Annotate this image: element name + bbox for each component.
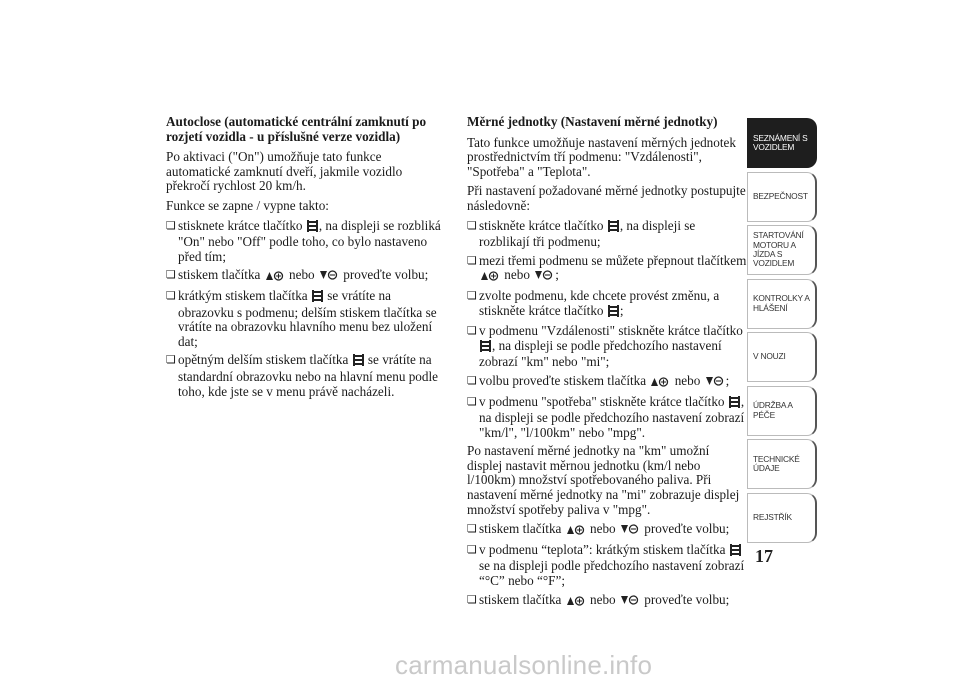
list-item: ❏ stisknete krátce tlačítko , na displeji se rozbliká "On" nebo "Off" podle toho, co bylo nastaveno před tím;	[166, 219, 448, 265]
list-item: ❏ stiskněte krátce tlačítko , na displeji se rozblikají tři podmenu;	[467, 219, 747, 250]
chapter-tabs	[747, 118, 817, 546]
autoclose-how: Funkce se zapne / vypne takto:	[166, 197, 329, 213]
list-item: ❏ v podmenu “teplota”: krátkým stiskem tlačítka se na displeji podle předchozího nastavení zobrazí “°C” nebo “°F”;	[467, 543, 747, 589]
units-steps-2	[467, 522, 747, 609]
page-number: 17	[755, 546, 773, 566]
units-steps	[467, 219, 747, 441]
tab-bezpecnost[interactable]: BEZPEČNOST	[747, 172, 817, 222]
autoclose-heading: Autoclose (automatické centrální zamknutí po rozjetí vozidla - u příslušné verze vozidla)	[166, 114, 427, 144]
tab-startovani[interactable]: STARTOVÁNÍ MOTORU A JÍZDA S VOZIDLEM	[747, 225, 817, 275]
up-button-icon	[265, 268, 285, 285]
up-button-icon	[566, 522, 586, 539]
down-button-icon	[705, 374, 725, 391]
down-button-icon	[620, 593, 640, 610]
list-item: ❏ zvolte podmenu, kde chcete provést změnu, a stiskněte krátce tlačítko ;	[467, 289, 747, 320]
right-column	[467, 115, 747, 613]
tab-technicke[interactable]: TECHNICKÉ ÚDAJE	[747, 439, 817, 489]
autoclose-intro: Po aktivaci ("On") umožňuje tato funkce automatické zamknutí dveří, jakmile vozidlo překročí rychlost 20 km/h.	[166, 149, 403, 194]
list-item: ❏ volbu proveďte stiskem tlačítka nebo ;	[467, 374, 747, 391]
units-paragraph: Po nastavení měrné jednotky na "km" umožní displej nastavit měrnou jednotku (km/l nebo l/100km) množství spotřebovaného paliva. Při nastavení měrné jednotky na "mi" zobrazuje displej množství spotřeby paliva v "mpg".	[467, 443, 740, 517]
down-button-icon	[319, 268, 339, 285]
menu-button-icon	[608, 220, 619, 236]
list-item: ❏ krátkým stiskem tlačítka se vrátíte na obrazovku s podmenu; delším stiskem tlačítka se vrátíte na obrazovku hlavního menu bez uložení dat;	[166, 289, 448, 349]
down-button-icon	[534, 268, 554, 285]
list-item: ❏ v podmenu "spotřeba" stiskněte krátce tlačítko , na displeji se podle předchozího nastavení zobrazí "km/l", "l/100km" nebo "mpg".	[467, 395, 747, 441]
units-procedure: Při nastavení požadované měrné jednotky postupujte následovně:	[467, 183, 746, 213]
left-column	[166, 115, 448, 403]
down-button-icon	[620, 522, 640, 539]
autoclose-steps	[166, 219, 448, 400]
tab-udrzba[interactable]: ÚDRŽBA A PÉČE	[747, 386, 817, 436]
units-heading: Měrné jednotky (Nastavení měrné jednotky)	[467, 114, 718, 129]
list-item: ❏ stiskem tlačítka nebo proveďte volbu;	[467, 522, 747, 539]
up-button-icon	[480, 268, 500, 285]
units-intro: Tato funkce umožňuje nastavení měrných jednotek prostřednictvím tří podmenu: "Vzdálenosti", "Spotřeba" a "Teplota".	[467, 134, 736, 179]
tab-v-nouzi[interactable]: V NOUZI	[747, 332, 817, 382]
menu-button-icon	[480, 340, 491, 356]
watermark: carmanualsonline.info	[395, 650, 653, 680]
list-item: ❏ mezi třemi podmenu se můžete přepnout tlačítkem nebo ;	[467, 254, 747, 285]
list-item: ❏ stiskem tlačítka nebo proveďte volbu;	[166, 268, 448, 285]
up-button-icon	[566, 593, 586, 610]
menu-button-icon	[608, 305, 619, 321]
menu-button-icon	[312, 290, 323, 306]
menu-button-icon	[729, 396, 740, 412]
tab-rejstrik[interactable]: REJSTŘÍK	[747, 493, 817, 543]
menu-button-icon	[730, 544, 741, 560]
menu-button-icon	[307, 220, 318, 236]
list-item: ❏ stiskem tlačítka nebo proveďte volbu;	[467, 593, 747, 610]
tab-seznameni[interactable]: SEZNÁMENÍ S VOZIDLEM	[747, 118, 817, 168]
list-item: ❏ v podmenu "Vzdálenosti" stiskněte krátce tlačítko , na displeji se podle předchozího nastavení zobrazí "km" nebo "mi";	[467, 324, 747, 370]
list-item: ❏ opětným delším stiskem tlačítka se vrátíte na standardní obrazovku nebo na hlavní menu podle toho, kde jste se v menu právě nacházeli.	[166, 353, 448, 399]
tab-kontrolky[interactable]: KONTROLKY A HLÁŠENÍ	[747, 279, 817, 329]
up-button-icon	[650, 374, 670, 391]
menu-button-icon	[353, 354, 364, 370]
